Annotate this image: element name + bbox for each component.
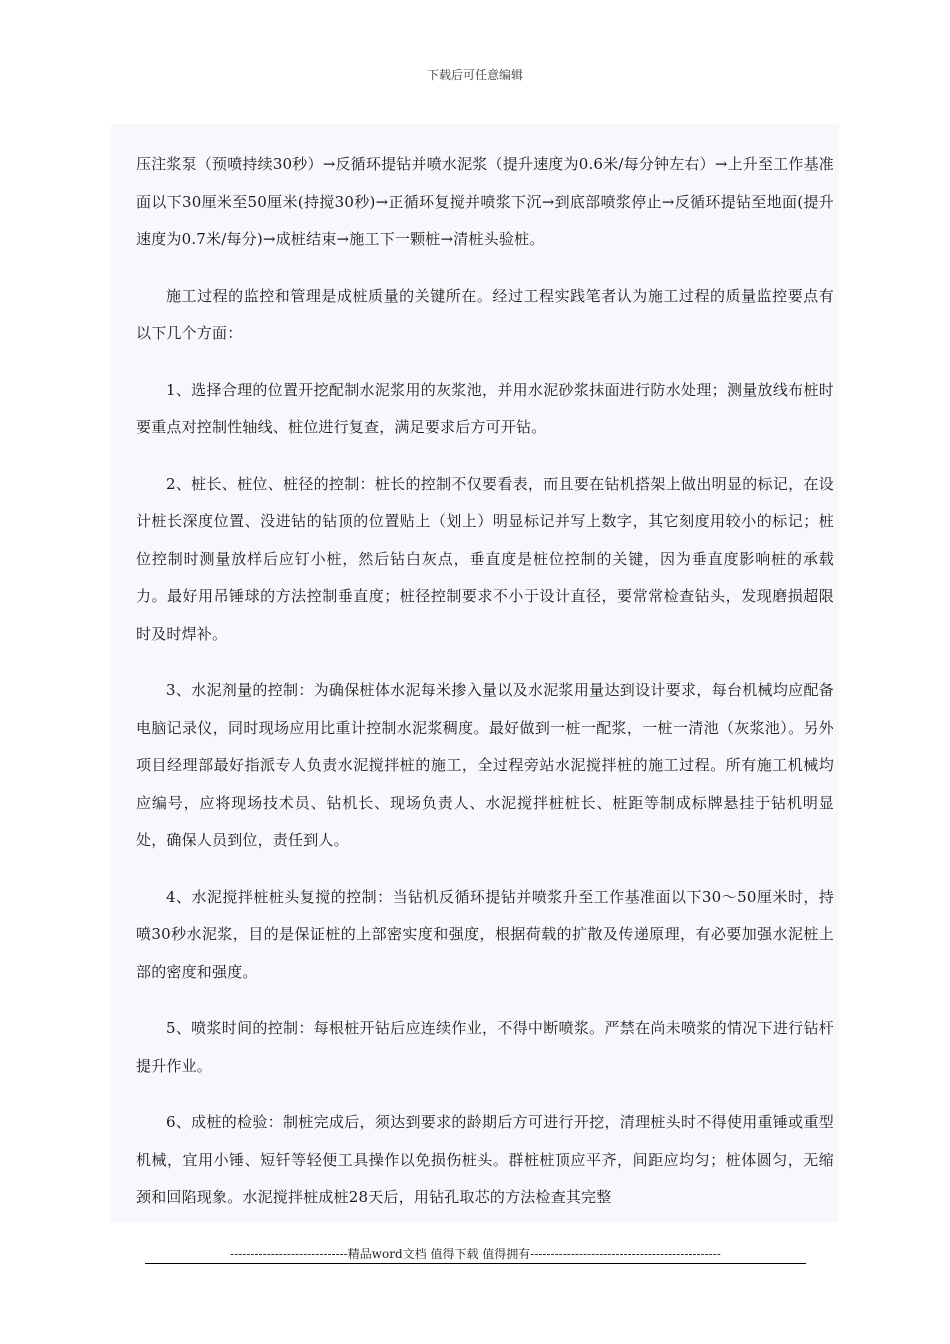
paragraph-process-flow: 压注浆泵（预喷持续30秒）→反循环提钻并喷水泥浆（提升速度为0.6米/每分钟左右）→上升至工作基准面以下30厘米至50厘米(持搅30秒)→正循环复搅并喷浆下沉→到底部喷浆停止→反循环提钻至地面(提升速度为0.7米/每分)→成桩结束→施工下一颗桩→清桩头验桩。 — [136, 155, 834, 248]
paragraph-intro: 施工过程的监控和管理是成桩质量的关键所在。经过工程实践笔者认为施工过程的质量监控要点有以下几个方面： — [136, 286, 834, 342]
footer-divider — [145, 1263, 806, 1264]
paragraph-item-5: 5、喷浆时间的控制：每根桩开钻后应连续作业，不得中断喷浆。严禁在尚未喷浆的情况下进行钻杆提升作业。 — [136, 1019, 834, 1075]
page-footer: -----------------------------精品word文档 值得下载 值得拥有----------------------------------------------- — [230, 1247, 721, 1261]
page-header: 下载后可任意编辑 — [426, 68, 523, 82]
paragraph-item-2: 2、桩长、桩位、桩径的控制：桩长的控制不仅要看表，而且要在钻机搭架上做出明显的标记，在设计桩长深度位置、没进钻的钻顶的位置贴上（划上）明显标记并写上数字，其它刻度用较小的标记；桩位控制时测量放样后应钉小桩，然后钻白灰点，垂直度是桩位控制的关键，因为垂直度影响桩的承载力。最好用吊锤球的方法控制垂直度；桩径控制要求不小于设计直径，要常常检查钻头，发现磨损超限时及时焊补。 — [136, 474, 834, 643]
paragraph-item-3: 3、水泥剂量的控制：为确保桩体水泥每米掺入量以及水泥浆用量达到设计要求，每台机械均应配备电脑记录仪，同时现场应用比重计控制水泥浆稠度。最好做到一桩一配浆，一桩一清池（灰浆池）。另外项目经理部最好指派专人负责水泥搅拌桩的施工，全过程旁站水泥搅拌桩的施工过程。所有施工机械均应编号，应将现场技术员、钻机长、现场负责人、水泥搅拌桩桩长、桩距等制成标牌悬挂于钻机明显处，确保人员到位，责任到人。 — [136, 681, 834, 849]
paragraph-item-4: 4、水泥搅拌桩桩头复搅的控制：当钻机反循环提钻并喷浆升至工作基准面以下30～50厘米时，持喷30秒水泥浆，目的是保证桩的上部密实度和强度，根据荷载的扩散及传递原理，有必要加强水泥桩上部的密度和强度。 — [136, 887, 834, 981]
paragraph-item-6: 6、成桩的检验：制桩完成后，须达到要求的龄期后方可进行开挖，清理桩头时不得使用重锤或重型机械，宜用小锤、短钎等轻便工具操作以免损伤桩头。群桩桩顶应平齐，间距应均匀；桩体圆匀，无缩颈和回陷现象。水泥搅拌桩成桩28天后，用钻孔取芯的方法检查其完整 — [136, 1113, 834, 1206]
document-body — [136, 146, 834, 1236]
paragraph-item-1: 1、选择合理的位置开挖配制水泥浆用的灰浆池，并用水泥砂浆抹面进行防水处理；测量放线布桩时要重点对控制性轴线、桩位进行复查，满足要求后方可开钻。 — [136, 380, 834, 436]
